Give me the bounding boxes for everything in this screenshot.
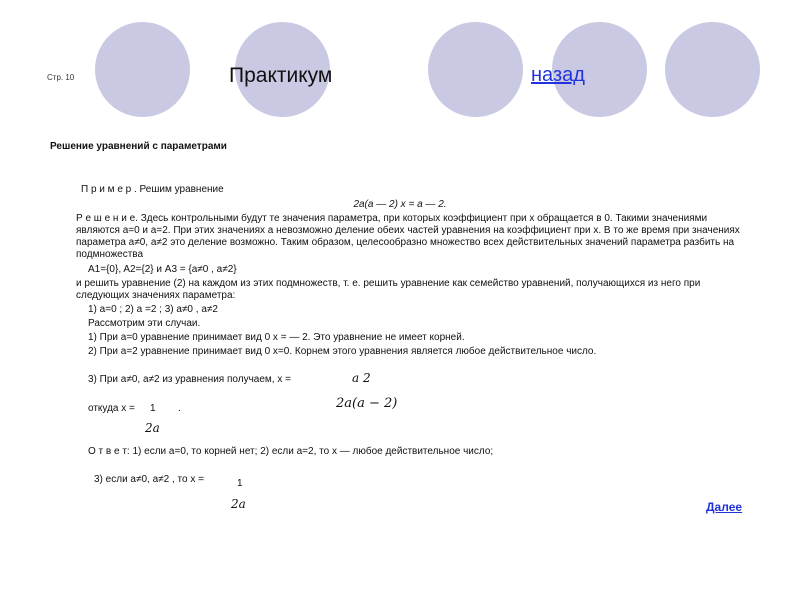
fraction-3-numerator: 1 [237, 478, 243, 489]
cases-list: 1) a=0 ; 2) a =2 ; 3) a≠0 , a≠2 [88, 304, 218, 315]
fraction-2-numerator: 1 [150, 403, 156, 414]
fraction-3-denominator: 2a [231, 497, 246, 511]
decorative-circle-5 [665, 22, 760, 117]
decorative-circle-3 [428, 22, 523, 117]
answer-line: О т в е т: 1) если a=0, то корней нет; 2) если a=2, то x — любое действительное число; [88, 446, 494, 457]
fraction-1-denominator: 2a(a − 2) [336, 396, 398, 411]
section-subtitle: Решение уравнений с параметрами [50, 141, 227, 152]
case-2: 2) При a=2 уравнение принимает вид 0 x=0. Корнем этого уравнения является любое действительное число. [88, 346, 597, 357]
case-3: 3) При a≠0, a≠2 из уравнения получаем, x = [88, 374, 291, 385]
consider-line: Рассмотрим эти случаи. [88, 318, 201, 329]
equation: 2a(a — 2) x = a — 2. [353, 199, 447, 210]
fraction-2-denominator: 2a [145, 421, 160, 435]
back-link[interactable]: назад [531, 64, 585, 86]
example-intro: П р и м е р . Решим уравнение [81, 184, 224, 195]
whence-line: откуда x = [88, 403, 135, 414]
fraction-2-dot: . [178, 403, 181, 414]
fraction-1-numerator: a 2 [352, 371, 371, 385]
next-link[interactable]: Далее [706, 500, 743, 514]
answer-case-3: 3) если a≠0, a≠2 , то x = [94, 474, 204, 485]
page-number: Стр. 10 [47, 73, 75, 82]
solve-each-paragraph: и решить уравнение (2) на каждом из этих подмножеств, т. е. решить уравнение как семейство уравнений, получающихся из него при следующих значениях параметра: [76, 278, 701, 301]
solution-paragraph: Р е ш е н и е. Здесь контрольными будут те значения параметра, при которых коэффициент при x обращается в 0. Такими значениями являются a=0 и a=2. При этих значениях a невозможно деление обеих частей уравнения на коэффициент при x. В то же время при значениях параметра a≠0, a≠2 это деление возможно. Таким образом, целесообразно множество всех действительных значений параметра разбить на подмножества [76, 213, 740, 260]
decorative-circle-1 [95, 22, 190, 117]
case-1: 1) При a=0 уравнение принимает вид 0 x = — 2. Это уравнение не имеет корней. [88, 332, 465, 343]
subsets-line: A1={0}, A2={2} и A3 = {a≠0 , a≠2} [88, 264, 237, 275]
page-title: Практикум [229, 64, 333, 87]
